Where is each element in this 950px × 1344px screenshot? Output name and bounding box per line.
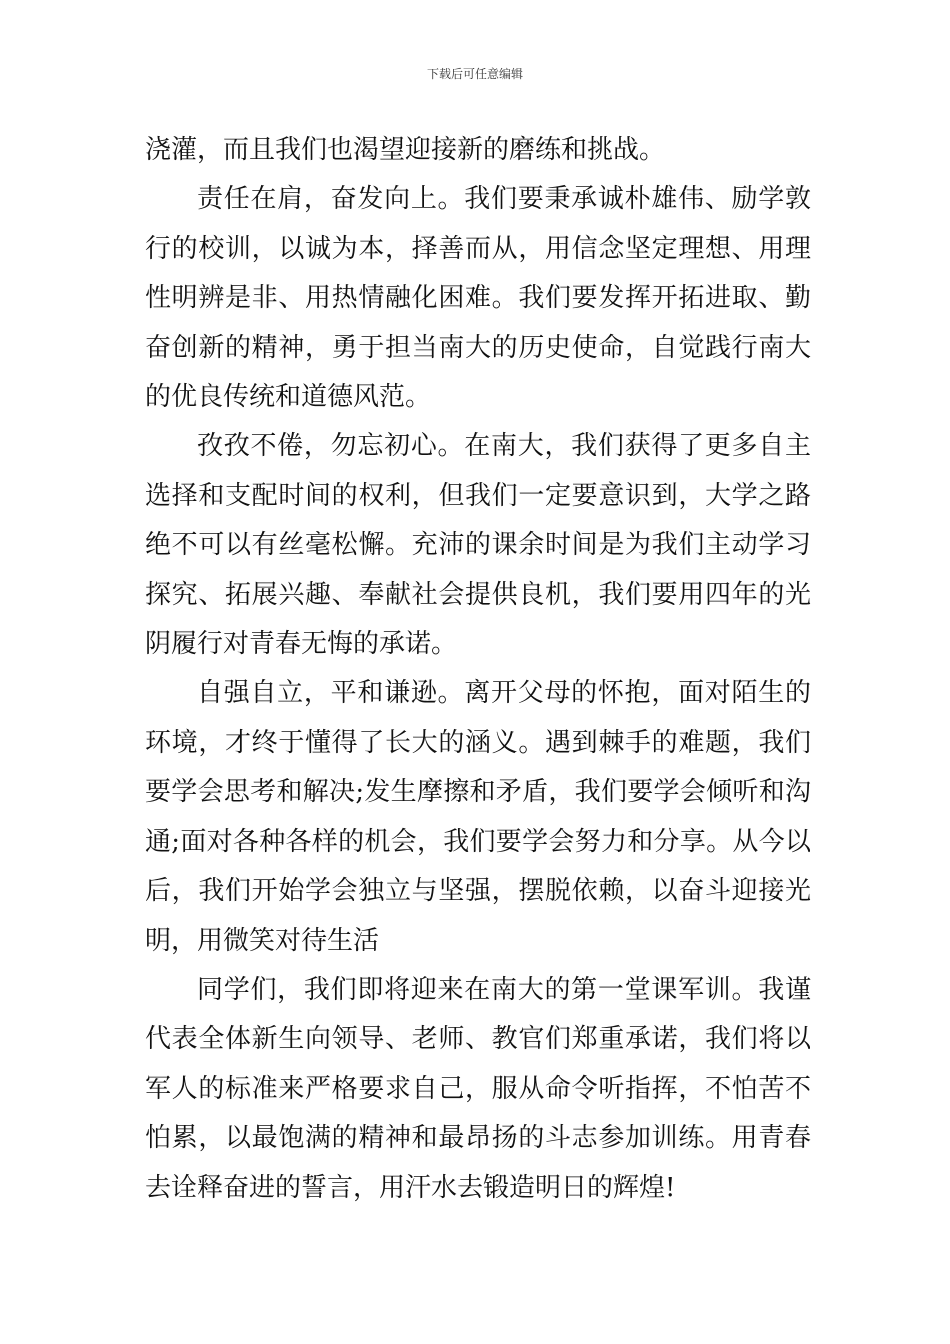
paragraph-continued: 浇灌，而且我们也渴望迎接新的磨练和挑战。: [145, 135, 666, 165]
paragraph: 同学们，我们即将迎来在南大的第一堂课军训。我谨代表全体新生向领导、老师、教官们郑重承诺，我们将以军人的标准来严格要求自己，服从命令听指挥，不怕苦不怕累，以最饱满的精神和最昂扬的斗志参加训练。用青春去诠释奋进的誓言，用汗水去锻造明日的辉煌!: [145, 974, 811, 1203]
page-header-note: 下载后可任意编辑: [426, 67, 523, 81]
document-body: [145, 126, 811, 1213]
paragraph: 自强自立，平和谦逊。离开父母的怀抱，面对陌生的环境，才终于懂得了长大的涵义。遇到棘手的难题，我们要学会思考和解决;发生摩擦和矛盾，我们要学会倾听和沟通;面对各种各样的机会，我们要学会努力和分享。从今以后，我们开始学会独立与坚强，摆脱依赖，以奋斗迎接光明，用微笑对待生活: [145, 678, 811, 956]
paragraph: 责任在肩，奋发向上。我们要秉承诚朴雄伟、励学敦行的校训，以诚为本，择善而从，用信念坚定理想、用理性明辨是非、用热情融化困难。我们要发挥开拓进取、勤奋创新的精神，勇于担当南大的历史使命，自觉践行南大的优良传统和道德风范。: [145, 184, 811, 413]
paragraph: 孜孜不倦，勿忘初心。在南大，我们获得了更多自主选择和支配时间的权利，但我们一定要意识到，大学之路绝不可以有丝毫松懈。充沛的课余时间是为我们主动学习探究、拓展兴趣、奉献社会提供良机，我们要用四年的光阴履行对青春无悔的承诺。: [145, 431, 811, 660]
